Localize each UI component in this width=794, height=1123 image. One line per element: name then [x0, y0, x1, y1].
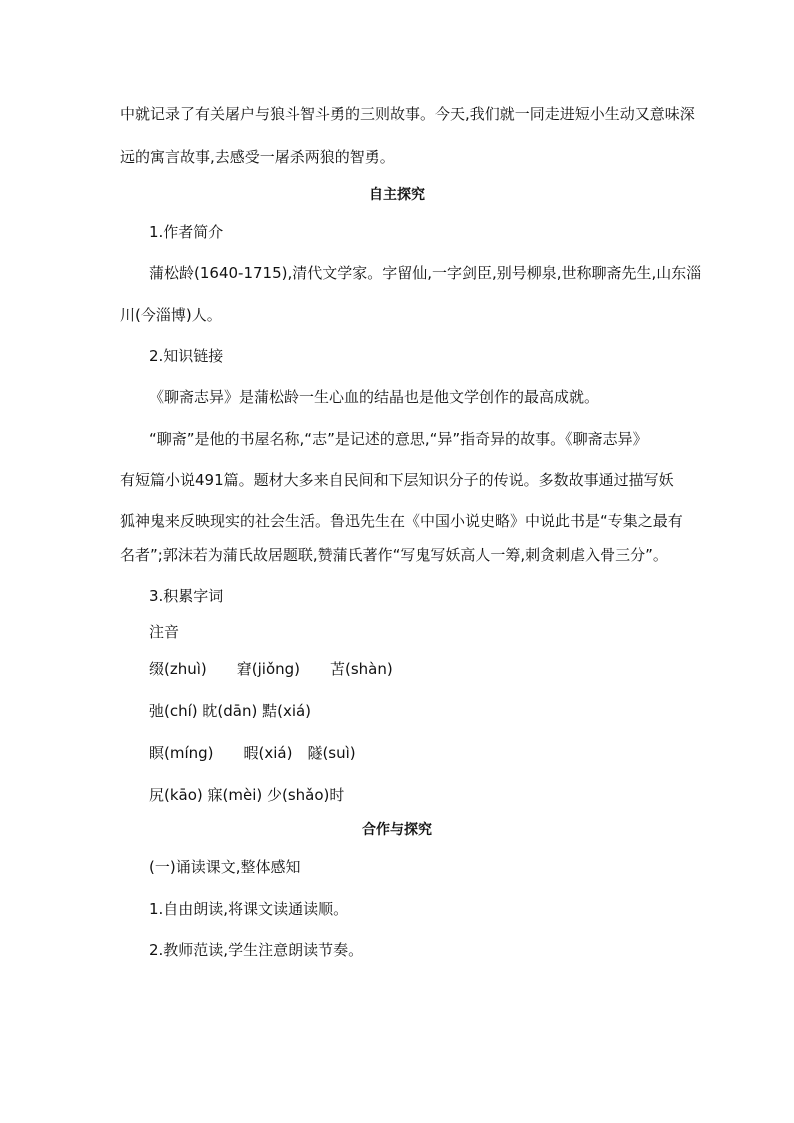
pinyin-row-4: 尻(kāo) 寐(mèi) 少(shǎo)时 — [149, 786, 345, 804]
knowledge-link-line-3: 有短篇小说491篇。题材大多来自民间和下层知识分子的传说。多数故事通过描写妖 — [120, 471, 674, 489]
reading-step-1: 1.自由朗读,将课文读通读顺。 — [149, 900, 349, 918]
pinyin-label: 注音 — [149, 623, 180, 641]
knowledge-link-title: 2.知识链接 — [149, 347, 224, 365]
author-intro-line-1: 蒲松龄(1640-1715),清代文学家。字留仙,一字剑臣,别号柳泉,世称聊斋先生,山东淄 — [149, 264, 702, 282]
knowledge-link-line-1: 《聊斋志异》是蒲松龄一生心血的结晶也是他文学创作的最高成就。 — [149, 388, 600, 406]
pinyin-row-3: 瞑(míng) 暇(xiá) 隧(suì) — [149, 744, 356, 762]
knowledge-link-line-2: “聊斋”是他的书屋名称,“志”是记述的意思,“异”指奇异的故事。《聊斋志异》 — [149, 430, 648, 448]
author-intro-line-2: 川(今淄博)人。 — [120, 306, 222, 324]
author-intro-title: 1.作者简介 — [149, 223, 224, 241]
reading-step-2: 2.教师范读,学生注意朗读节奏。 — [149, 941, 364, 959]
reading-section-title: (一)诵读课文,整体感知 — [149, 858, 301, 876]
knowledge-link-line-5: 名者”;郭沫若为蒲氏故居题联,赞蒲氏著作“写鬼写妖高人一筹,刺贪刺虐入骨三分”。 — [120, 546, 668, 564]
section-heading-self-study: 自主探究 — [369, 187, 425, 203]
section-heading-cooperation: 合作与探究 — [362, 822, 432, 838]
pinyin-row-2: 弛(chí) 眈(dān) 黠(xiá) — [149, 702, 312, 720]
intro-line-2: 远的寓言故事,去感受一屠杀两狼的智勇。 — [120, 148, 395, 166]
knowledge-link-line-4: 狐神鬼来反映现实的社会生活。鲁迅先生在《中国小说史略》中说此书是“专集之最有 — [120, 512, 683, 530]
pinyin-row-1: 缀(zhuì) 窘(jiǒng) 苫(shàn) — [149, 660, 393, 678]
intro-line-1: 中就记录了有关屠户与狼斗智斗勇的三则故事。今天,我们就一同走进短小生动又意味深 — [120, 105, 695, 123]
vocabulary-title: 3.积累字词 — [149, 587, 224, 605]
